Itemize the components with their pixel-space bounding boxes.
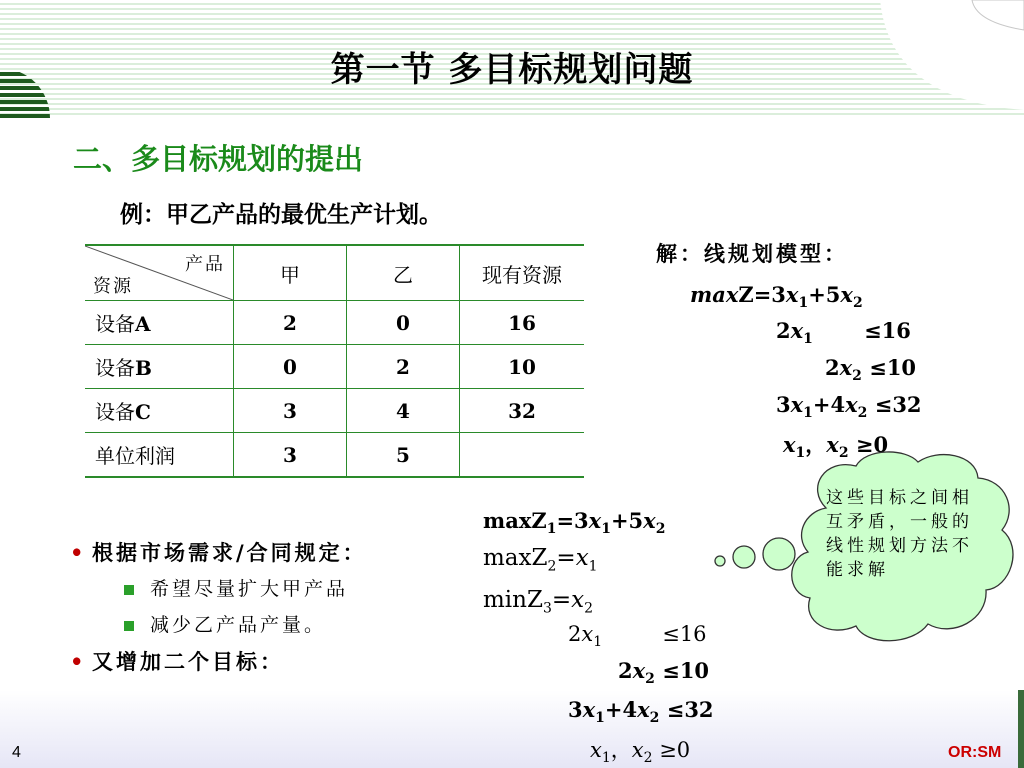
table-cell: 0 <box>347 301 460 345</box>
square-bullet-icon <box>124 585 134 595</box>
square-bullet-icon <box>124 621 134 631</box>
sub-bullet-item: 减少乙产品产量。 <box>124 610 326 637</box>
objective-z2: $\max Z_2=x_1$ <box>483 545 598 575</box>
table-cell: 3 <box>234 433 347 478</box>
constraint-b: $2x_2 \le 10$ <box>618 658 710 688</box>
row-label: 设备C <box>85 389 234 433</box>
constraint-c: $3x_1+4x_2 \le 32$ <box>568 697 714 727</box>
table-header-row <box>85 245 584 301</box>
table-cell: 0 <box>234 345 347 389</box>
objective-z1: $\max Z_1=3x_1+5x_2$ <box>483 508 666 538</box>
lp-constraint-c: $3x_1+4x_2 \le 32$ <box>776 392 922 422</box>
row-label: 设备B <box>85 345 234 389</box>
row-label: 单位利润 <box>85 433 234 478</box>
column-header: 甲 <box>234 245 347 301</box>
table-cell: 3 <box>234 389 347 433</box>
resource-table <box>85 244 584 478</box>
corner-label-product: 产品 <box>185 254 225 275</box>
bullet-item: • 根据市场需求/合同规定： <box>70 540 367 565</box>
lp-constraint-a: $2x_1$ ≤16 <box>776 318 911 348</box>
footer-tag: OR:SM <box>948 744 1002 761</box>
objective-z3: $\min Z_3=x_2$ <box>483 587 594 617</box>
bullet-dot-icon: • <box>70 649 84 674</box>
table-row <box>85 389 584 433</box>
footer-gradient <box>0 690 1024 768</box>
table-cell: 4 <box>347 389 460 433</box>
table-cell <box>460 433 585 478</box>
example-caption: 例：甲乙产品的最优生产计划。 <box>120 202 442 228</box>
table-row <box>85 301 584 345</box>
row-label: 设备A <box>85 301 234 345</box>
column-header: 现有资源 <box>460 245 585 301</box>
nonnegativity: $x_1$，$x_2 \ge 0$ <box>590 738 691 767</box>
cloud-note: 这些目标之间相互矛盾，一般的线性规划方法不能求解 <box>826 488 973 580</box>
footer-right-bar <box>1018 690 1024 768</box>
solution-heading: 解：线规划模型： <box>656 241 848 266</box>
table-corner-cell <box>85 245 234 301</box>
sub-bullet-item: 希望尽量扩大甲产品 <box>124 574 348 601</box>
table-cell: 2 <box>347 345 460 389</box>
table-cell: 32 <box>460 389 585 433</box>
slide-title: 第一节 多目标规划问题 <box>330 50 694 90</box>
table-row <box>85 345 584 389</box>
bullet-item: • 又增加二个目标： <box>70 649 284 674</box>
lp-nonnegativity: $x_1$，$x_2 \ge 0$ <box>783 432 889 462</box>
bullet-dot-icon: • <box>70 540 84 565</box>
table-cell: 2 <box>234 301 347 345</box>
column-header: 乙 <box>347 245 460 301</box>
constraint-a: $2x_1$ ≤16 <box>568 622 707 651</box>
lp-objective: $\max Z=3x_1+5x_2$ <box>690 282 863 312</box>
table-cell: 16 <box>460 301 585 345</box>
table-cell: 10 <box>460 345 585 389</box>
page-number: 4 <box>12 744 21 761</box>
section-heading: 二、多目标规划的提出 <box>73 142 364 176</box>
lp-constraint-b: $2x_2 \le 10$ <box>825 355 917 385</box>
table-row <box>85 433 584 478</box>
corner-label-resource: 资源 <box>93 276 133 297</box>
table-cell: 5 <box>347 433 460 478</box>
